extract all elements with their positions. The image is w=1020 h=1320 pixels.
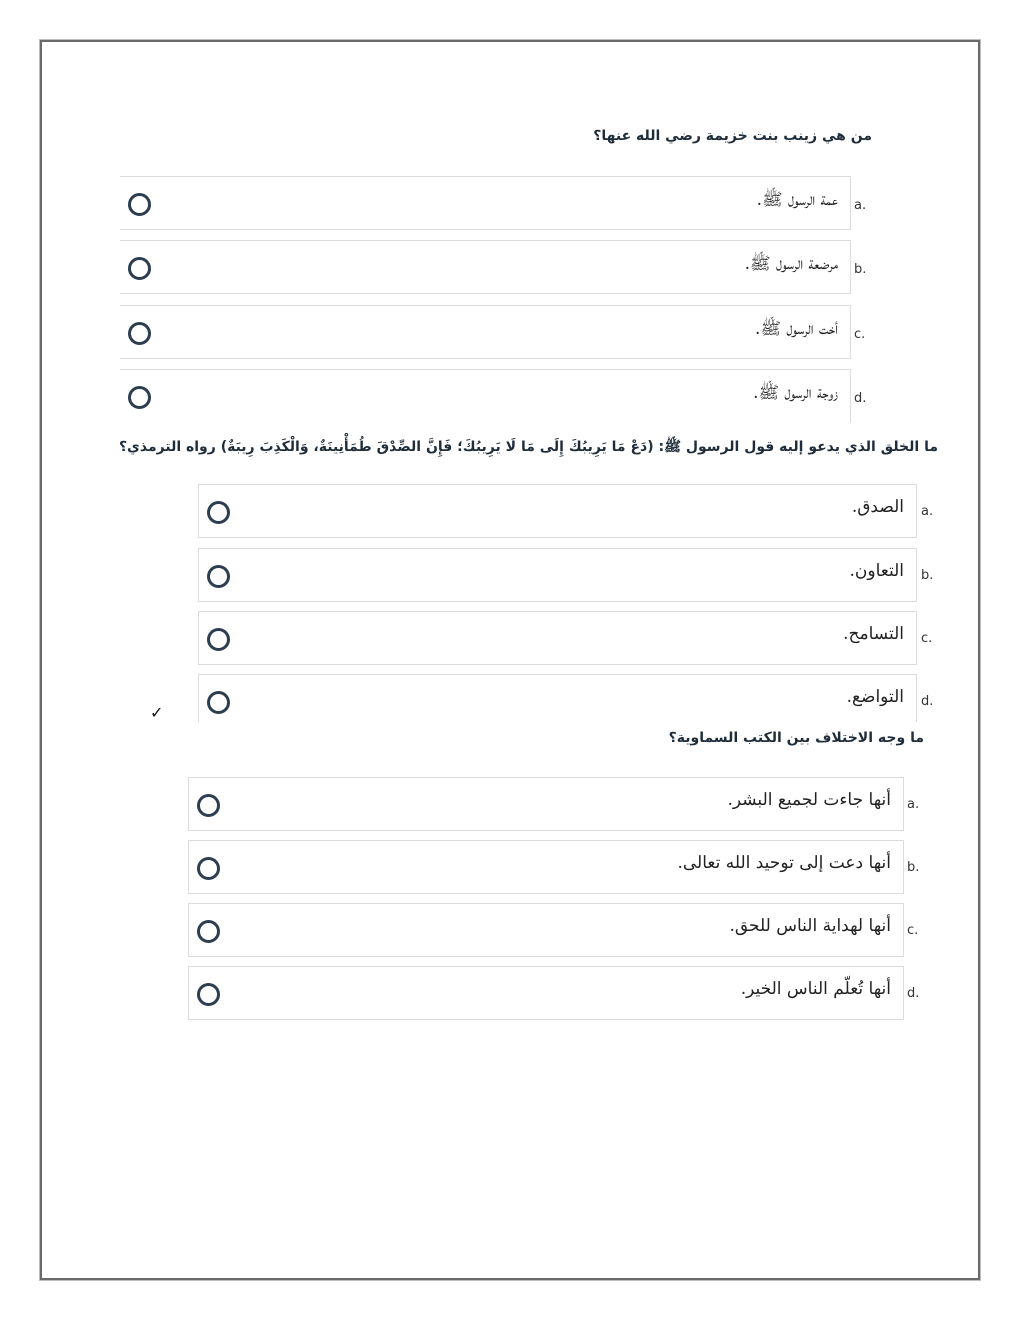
option-text: عمة الرسول ﷺ. — [756, 190, 838, 210]
option-letter: b. — [907, 860, 920, 875]
question-2-text: ما الخلق الذي يدعو إليه قول الرسول ﷺ: (دَعْ مَا يَرِيبُكَ إِلَى مَا لَا يَرِيبُكَ؛ فَإِنَّ الصِّدْقَ طُمَأْنِينَةٌ، وَالْكَذِبَ رِيبَةٌ) رواه الترمذي؟ — [118, 439, 938, 455]
radio-button[interactable] — [197, 857, 220, 880]
option-letter: b. — [921, 568, 934, 583]
option-text: التواضع. — [846, 687, 904, 707]
question-3-option-b[interactable] — [188, 840, 904, 894]
radio-button[interactable] — [197, 794, 220, 817]
radio-button[interactable] — [128, 322, 151, 345]
option-letter: a. — [907, 797, 920, 812]
option-text: مرضعة الرسول ﷺ. — [744, 254, 838, 274]
option-text: أنها دعت إلى توحيد الله تعالى. — [677, 853, 891, 873]
radio-button[interactable] — [197, 983, 220, 1006]
option-letter: d. — [907, 986, 920, 1001]
radio-button[interactable] — [207, 628, 230, 651]
option-text: زوجة الرسول ﷺ. — [753, 383, 838, 403]
question-3-option-a[interactable] — [188, 777, 904, 831]
question-1-option-d[interactable] — [120, 369, 851, 423]
option-text: التسامح. — [843, 624, 904, 644]
question-2-option-d[interactable] — [198, 674, 917, 722]
option-text: التعاون. — [849, 561, 904, 581]
question-2-option-a[interactable] — [198, 484, 917, 538]
question-1-option-b[interactable] — [120, 240, 851, 294]
option-letter: a. — [854, 198, 867, 213]
radio-button[interactable] — [207, 691, 230, 714]
option-text: أخت الرسول ﷺ. — [755, 319, 838, 339]
radio-button[interactable] — [128, 257, 151, 280]
question-2-option-b[interactable] — [198, 548, 917, 602]
option-letter: c. — [854, 327, 866, 342]
option-letter: d. — [921, 694, 934, 709]
radio-button[interactable] — [128, 193, 151, 216]
option-text: أنها جاءت لجميع البشر. — [727, 790, 891, 810]
option-letter: c. — [907, 923, 919, 938]
question-1-option-a[interactable] — [120, 176, 851, 230]
option-text: أنها لهداية الناس للحق. — [729, 916, 891, 936]
question-1-option-c[interactable] — [120, 305, 851, 359]
option-letter: c. — [921, 631, 933, 646]
radio-button[interactable] — [207, 501, 230, 524]
question-3-option-c[interactable] — [188, 903, 904, 957]
option-letter: b. — [854, 262, 867, 277]
question-1-text: من هي زينب بنت خزيمة رضي الله عنها؟ — [593, 128, 872, 144]
question-3-text: ما وجه الاختلاف بين الكتب السماوية؟ — [668, 730, 924, 746]
option-letter: a. — [921, 504, 934, 519]
option-text: أنها تُعلّم الناس الخير. — [740, 979, 891, 999]
option-letter: d. — [854, 391, 867, 406]
question-2-option-c[interactable] — [198, 611, 917, 665]
radio-button[interactable] — [207, 565, 230, 588]
option-text: الصدق. — [851, 497, 904, 517]
checkmark-icon: ✓ — [150, 703, 164, 722]
radio-button[interactable] — [128, 386, 151, 409]
radio-button[interactable] — [197, 920, 220, 943]
question-3-option-d[interactable] — [188, 966, 904, 1020]
